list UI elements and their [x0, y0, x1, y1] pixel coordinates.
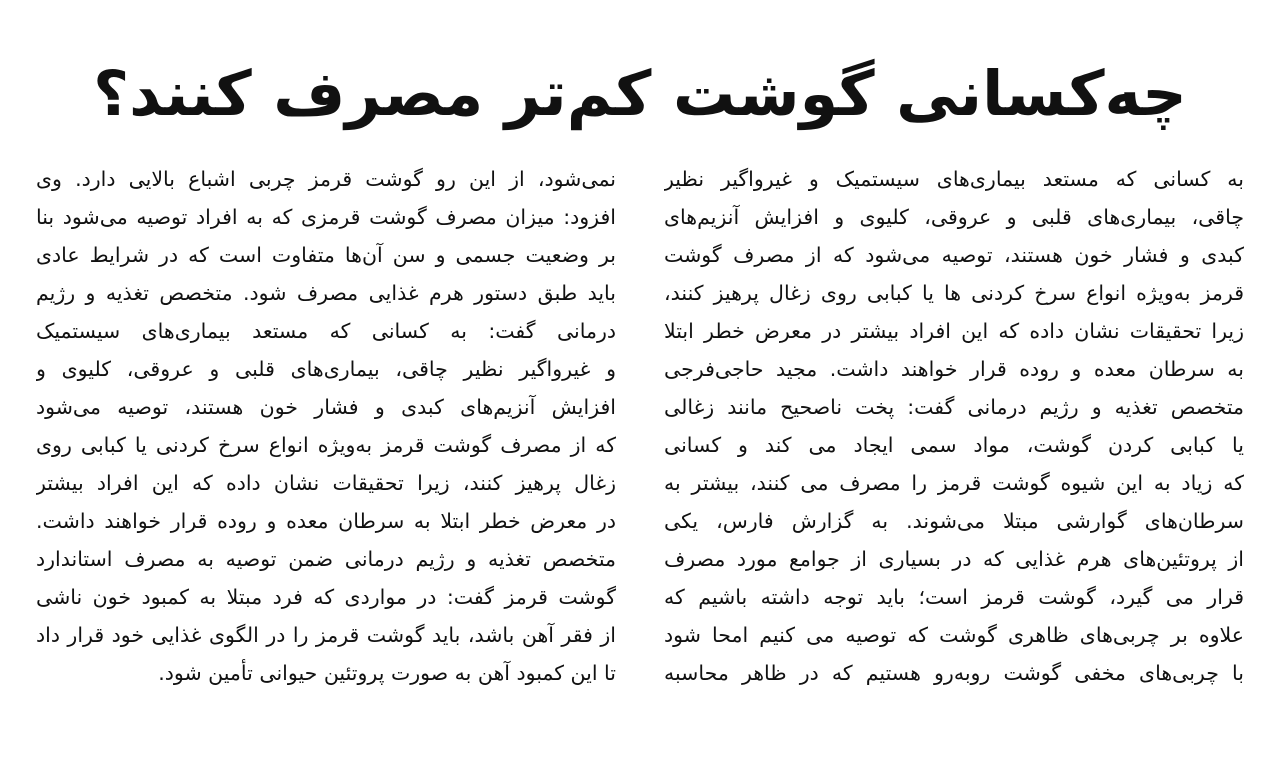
text-line: تا این کمبود آهن به صورت پروتئین حیوانی تأمین شود.: [158, 661, 616, 685]
text-line: در معرض خطر ابتلا به سرطان معده و روده قرار خواهند داشت.: [36, 509, 616, 533]
article-headline: چه‌کسانی گوشت کم‌تر مصرف کنند؟: [93, 57, 1187, 130]
text-line: کبدی و فشار خون هستند، توصیه می‌شود که از مصرف گوشت: [664, 243, 1244, 267]
text-line: که از مصرف گوشت قرمز به‌ویژه انواع سرخ کردنی یا کبابی روی: [36, 433, 616, 457]
text-line: قرمز به‌ویژه انواع سرخ کردنی ها یا کبابی روی زغال پرهیز کنند،: [664, 281, 1244, 305]
text-line: قرار می گیرد، گوشت قرمز است؛ باید توجه داشته باشیم که: [664, 585, 1244, 609]
text-line: باید طبق دستور هرم غذایی مصرف شود. متخصص تغذیه و رژیم: [36, 281, 616, 305]
text-line: متخصص تغذیه و رژیم درمانی ضمن توصیه به مصرف استاندارد: [36, 547, 616, 571]
text-line: متخصص تغذیه و رژیم درمانی گفت: پخت ناصحیح مانند زغالی: [664, 395, 1244, 419]
text-line: از فقر آهن باشد، باید گوشت قرمز را در الگوی غذایی خود قرار داد: [36, 623, 616, 647]
text-line: افزود: میزان مصرف گوشت قرمزی که به افراد توصیه می‌شود بنا: [36, 205, 616, 229]
text-line: به کسانی که مستعد بیماری‌های سیستمیک و غیرواگیر نظیر: [664, 167, 1244, 191]
text-line: علاوه بر چربی‌های ظاهری گوشت که توصیه می کنیم امحا شود: [664, 623, 1244, 647]
text-line: زغال پرهیز کنند، زیرا تحقیقات نشان داده که این افراد بیشتر: [36, 471, 616, 495]
text-line: با چربی‌های مخفی گوشت روبه‌رو هستیم که در ظاهر محاسبه: [664, 661, 1244, 685]
text-line: که زیاد به این شیوه گوشت قرمز را مصرف می کنند، بیشتر به: [664, 471, 1244, 495]
text-line: و غیرواگیر نظیر چاقی، بیماری‌های قلبی و عروقی، کلیوی و: [36, 357, 616, 381]
text-line: افزایش آنزیم‌های کبدی و فشار خون هستند، توصیه می‌شود: [36, 395, 616, 419]
text-line: چاقی، بیماری‌های قلبی و عروقی، کلیوی و افزایش آنزیم‌های: [664, 205, 1244, 229]
article-column-right: [664, 160, 1244, 692]
text-line: درمانی گفت: به کسانی که مستعد بیماری‌های سیستمیک: [36, 319, 616, 343]
text-line: یا کبابی کردن گوشت، مواد سمی ایجاد می کند و کسانی: [664, 433, 1244, 457]
text-line: سرطان‌های گوارشی مبتلا می‌شوند. به گزارش فارس، یکی: [664, 509, 1244, 533]
text-line: بر وضعیت جسمی و سن آن‌ها متفاوت است که در شرایط عادی: [36, 243, 616, 267]
text-line: از پروتئین‌های هرم غذایی که در بسیاری از جوامع مورد مصرف: [664, 547, 1244, 571]
text-line: نمی‌شود، از این رو گوشت قرمز چربی اشباع بالایی دارد. وی: [36, 167, 616, 191]
text-line: گوشت قرمز گفت: در مواردی که فرد مبتلا به کمبود خون ناشی: [36, 585, 616, 609]
article-column-left: [36, 160, 616, 692]
text-line: زیرا تحقیقات نشان داده که این افراد بیشتر در معرض خطر ابتلا: [664, 319, 1244, 343]
text-line: به سرطان معده و روده قرار خواهند داشت. مجید حاجی‌فرجی: [664, 357, 1244, 381]
